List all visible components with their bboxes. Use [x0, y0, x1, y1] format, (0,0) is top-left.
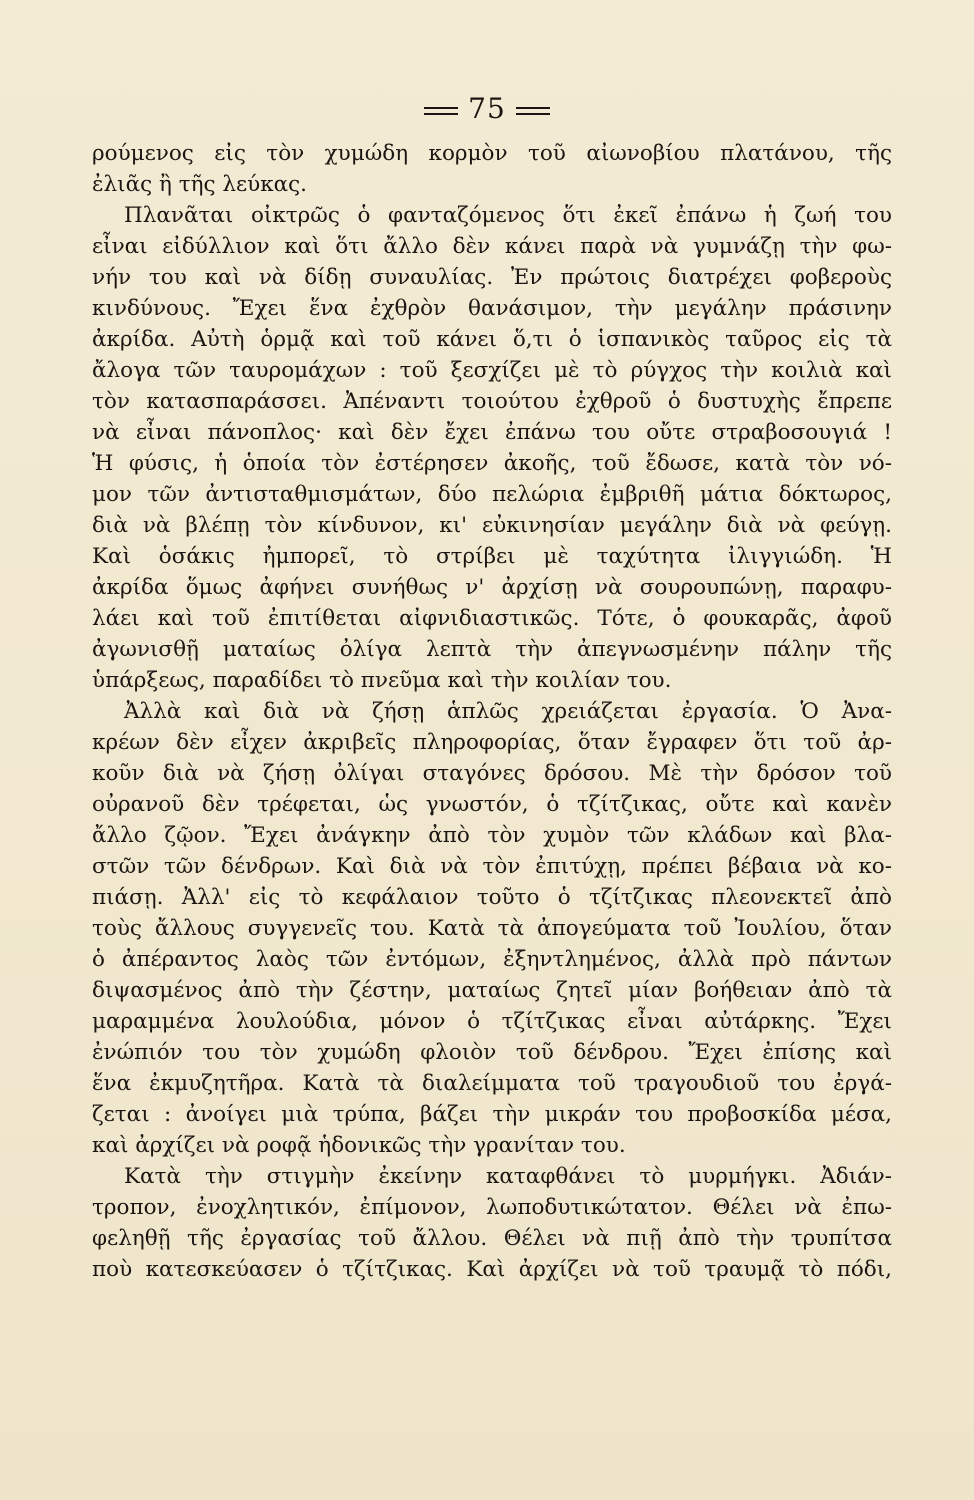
text-line: ὁ ἀπέραντος λαὸς τῶν ἐντόμων, ἐξηντλημένος, ἀλλὰ πρὸ πάντων: [92, 947, 892, 972]
text-line: ὑπάρξεως, παραδίδει τὸ πνεῦμα καὶ τὴν κοιλίαν του.: [92, 668, 672, 693]
text-line: τοὺς ἄλλους συγγενεῖς του. Κατὰ τὰ ἀπογεύματα τοῦ Ἰουλίου, ὅταν: [92, 916, 892, 941]
text-line: Κατὰ τὴν στιγμὴν ἐκείνην καταφθάνει τὸ μυρμήγκι. Ἀδιάν-: [124, 1164, 892, 1189]
text-line: τροπον, ἐνοχλητικόν, ἐπίμονον, λωποδυτικώτατον. Θέλει νὰ ἐπω-: [92, 1195, 892, 1220]
text-line: φεληθῇ τῆς ἐργασίας τοῦ ἄλλου. Θέλει νὰ πιῇ ἀπὸ τὴν τρυπίτσα: [92, 1226, 892, 1251]
text-line: Ἡ φύσις, ἡ ὁποία τὸν ἐστέρησεν ἀκοῆς, τοῦ ἔδωσε, κατὰ τὸν νό-: [92, 451, 892, 476]
text-line: ἐλιᾶς ἢ τῆς λεύκας.: [92, 172, 308, 197]
text-line: στῶν τῶν δένδρων. Καὶ διὰ νὰ τὸν ἐπιτύχῃ, πρέπει βέβαια νὰ κο-: [92, 854, 892, 879]
body-text: [92, 138, 892, 1285]
text-line: λάει καὶ τοῦ ἐπιτίθεται αἰφνιδιαστικῶς. Τότε, ὁ φουκαρᾶς, ἀφοῦ: [92, 606, 892, 631]
text-line: πιάσῃ. Ἀλλ' εἰς τὸ κεφάλαιον τοῦτο ὁ τζίτζικας πλεονεκτεῖ ἀπὸ: [92, 885, 892, 910]
text-line: τὸν κατασπαράσσει. Ἀπέναντι τοιούτου ἐχθροῦ ὁ δυστυχὴς ἔπρεπε: [92, 389, 892, 414]
text-line: εἶναι εἰδύλλιον καὶ ὅτι ἄλλο δὲν κάνει παρὰ νὰ γυμνάζῃ τὴν φω-: [92, 234, 892, 259]
text-line: ζεται : ἀνοίγει μιὰ τρύπα, βάζει τὴν μικράν του προβοσκίδα μέσα,: [92, 1102, 892, 1127]
text-line: κρέων δὲν εἶχεν ἀκριβεῖς πληροφορίας, ὅταν ἔγραφεν ὅτι τοῦ ἀρ-: [92, 730, 892, 755]
text-line: ποὺ κατεσκεύασεν ὁ τζίτζικας. Καὶ ἀρχίζει νὰ τοῦ τραυμᾷ τὸ πόδι,: [92, 1257, 892, 1282]
page-number: 75: [468, 92, 506, 125]
text-line: Καὶ ὁσάκις ἠμπορεῖ, τὸ στρίβει μὲ ταχύτητα ἰλιγγιώδη. Ἡ: [92, 544, 892, 569]
text-line: ἄλογα τῶν ταυρομάχων : τοῦ ξεσχίζει μὲ τὸ ρύγχος τὴν κοιλιὰ καὶ: [92, 358, 892, 383]
left-ornament-rule: [424, 107, 458, 115]
page-number-header: [0, 88, 974, 130]
right-ornament-rule: [516, 107, 550, 115]
text-line: Ἀλλὰ καὶ διὰ νὰ ζήσῃ ἁπλῶς χρειάζεται ἐργασία. Ὁ Ἀνα-: [124, 699, 892, 724]
text-line: Πλανᾶται οἰκτρῶς ὁ φανταζόμενος ὅτι ἐκεῖ ἐπάνω ἡ ζωή του: [124, 203, 892, 228]
text-line: μον τῶν ἀντισταθμισμάτων, δύο πελώρια ἐμβριθῆ μάτια δόκτωρος,: [92, 482, 892, 507]
text-line: ἀκρίδα. Αὐτὴ ὁρμᾷ καὶ τοῦ κάνει ὅ,τι ὁ ἱσπανικὸς ταῦρος εἰς τὰ: [92, 327, 892, 352]
text-line: ἀγωνισθῇ ματαίως ὀλίγα λεπτὰ τὴν ἀπεγνωσμένην πάλην τῆς: [92, 637, 892, 662]
text-line: ρούμενος εἰς τὸν χυμώδη κορμὸν τοῦ αἰωνοβίου πλατάνου, τῆς: [92, 141, 892, 166]
text-line: διψασμένος ἀπὸ τὴν ζέστην, ματαίως ζητεῖ μίαν βοήθειαν ἀπὸ τὰ: [92, 978, 892, 1003]
text-line: νὰ εἶναι πάνοπλος· καὶ δὲν ἔχει ἐπάνω του οὔτε στραβοσουγιά !: [92, 420, 892, 445]
text-line: μαραμμένα λουλούδια, μόνον ὁ τζίτζικας εἶναι αὐτάρκης. Ἔχει: [92, 1009, 892, 1034]
text-line: ἕνα ἐκμυζητῆρα. Κατὰ τὰ διαλείμματα τοῦ τραγουδιοῦ του ἐργά-: [92, 1071, 892, 1096]
text-line: κοῦν διὰ νὰ ζήσῃ ὀλίγαι σταγόνες δρόσου. Μὲ τὴν δρόσον τοῦ: [92, 761, 892, 786]
text-line: νήν του καὶ νὰ δίδῃ συναυλίας. Ἐν πρώτοις διατρέχει φοβεροὺς: [92, 265, 892, 290]
text-line: οὐρανοῦ δὲν τρέφεται, ὡς γνωστόν, ὁ τζίτζικας, οὔτε καὶ κανὲν: [92, 792, 892, 817]
text-line: ἀκρίδα ὅμως ἀφήνει συνήθως ν' ἀρχίσῃ νὰ σουρουπώνῃ, παραφυ-: [92, 575, 892, 600]
text-line: διὰ νὰ βλέπῃ τὸν κίνδυνον, κι' εὐκινησίαν μεγάλην διὰ νὰ φεύγῃ.: [92, 513, 892, 538]
text-line: καὶ ἀρχίζει νὰ ροφᾷ ἡδονικῶς τὴν γρανίταν του.: [92, 1133, 626, 1158]
text-line: ἄλλο ζῷον. Ἔχει ἀνάγκην ἀπὸ τὸν χυμὸν τῶν κλάδων καὶ βλα-: [92, 823, 892, 848]
text-line: ἐνώπιόν του τὸν χυμώδη φλοιὸν τοῦ δένδρου. Ἔχει ἐπίσης καὶ: [92, 1040, 892, 1065]
text-line: κινδύνους. Ἔχει ἕνα ἐχθρὸν θανάσιμον, τὴν μεγάλην πράσινην: [92, 296, 892, 321]
